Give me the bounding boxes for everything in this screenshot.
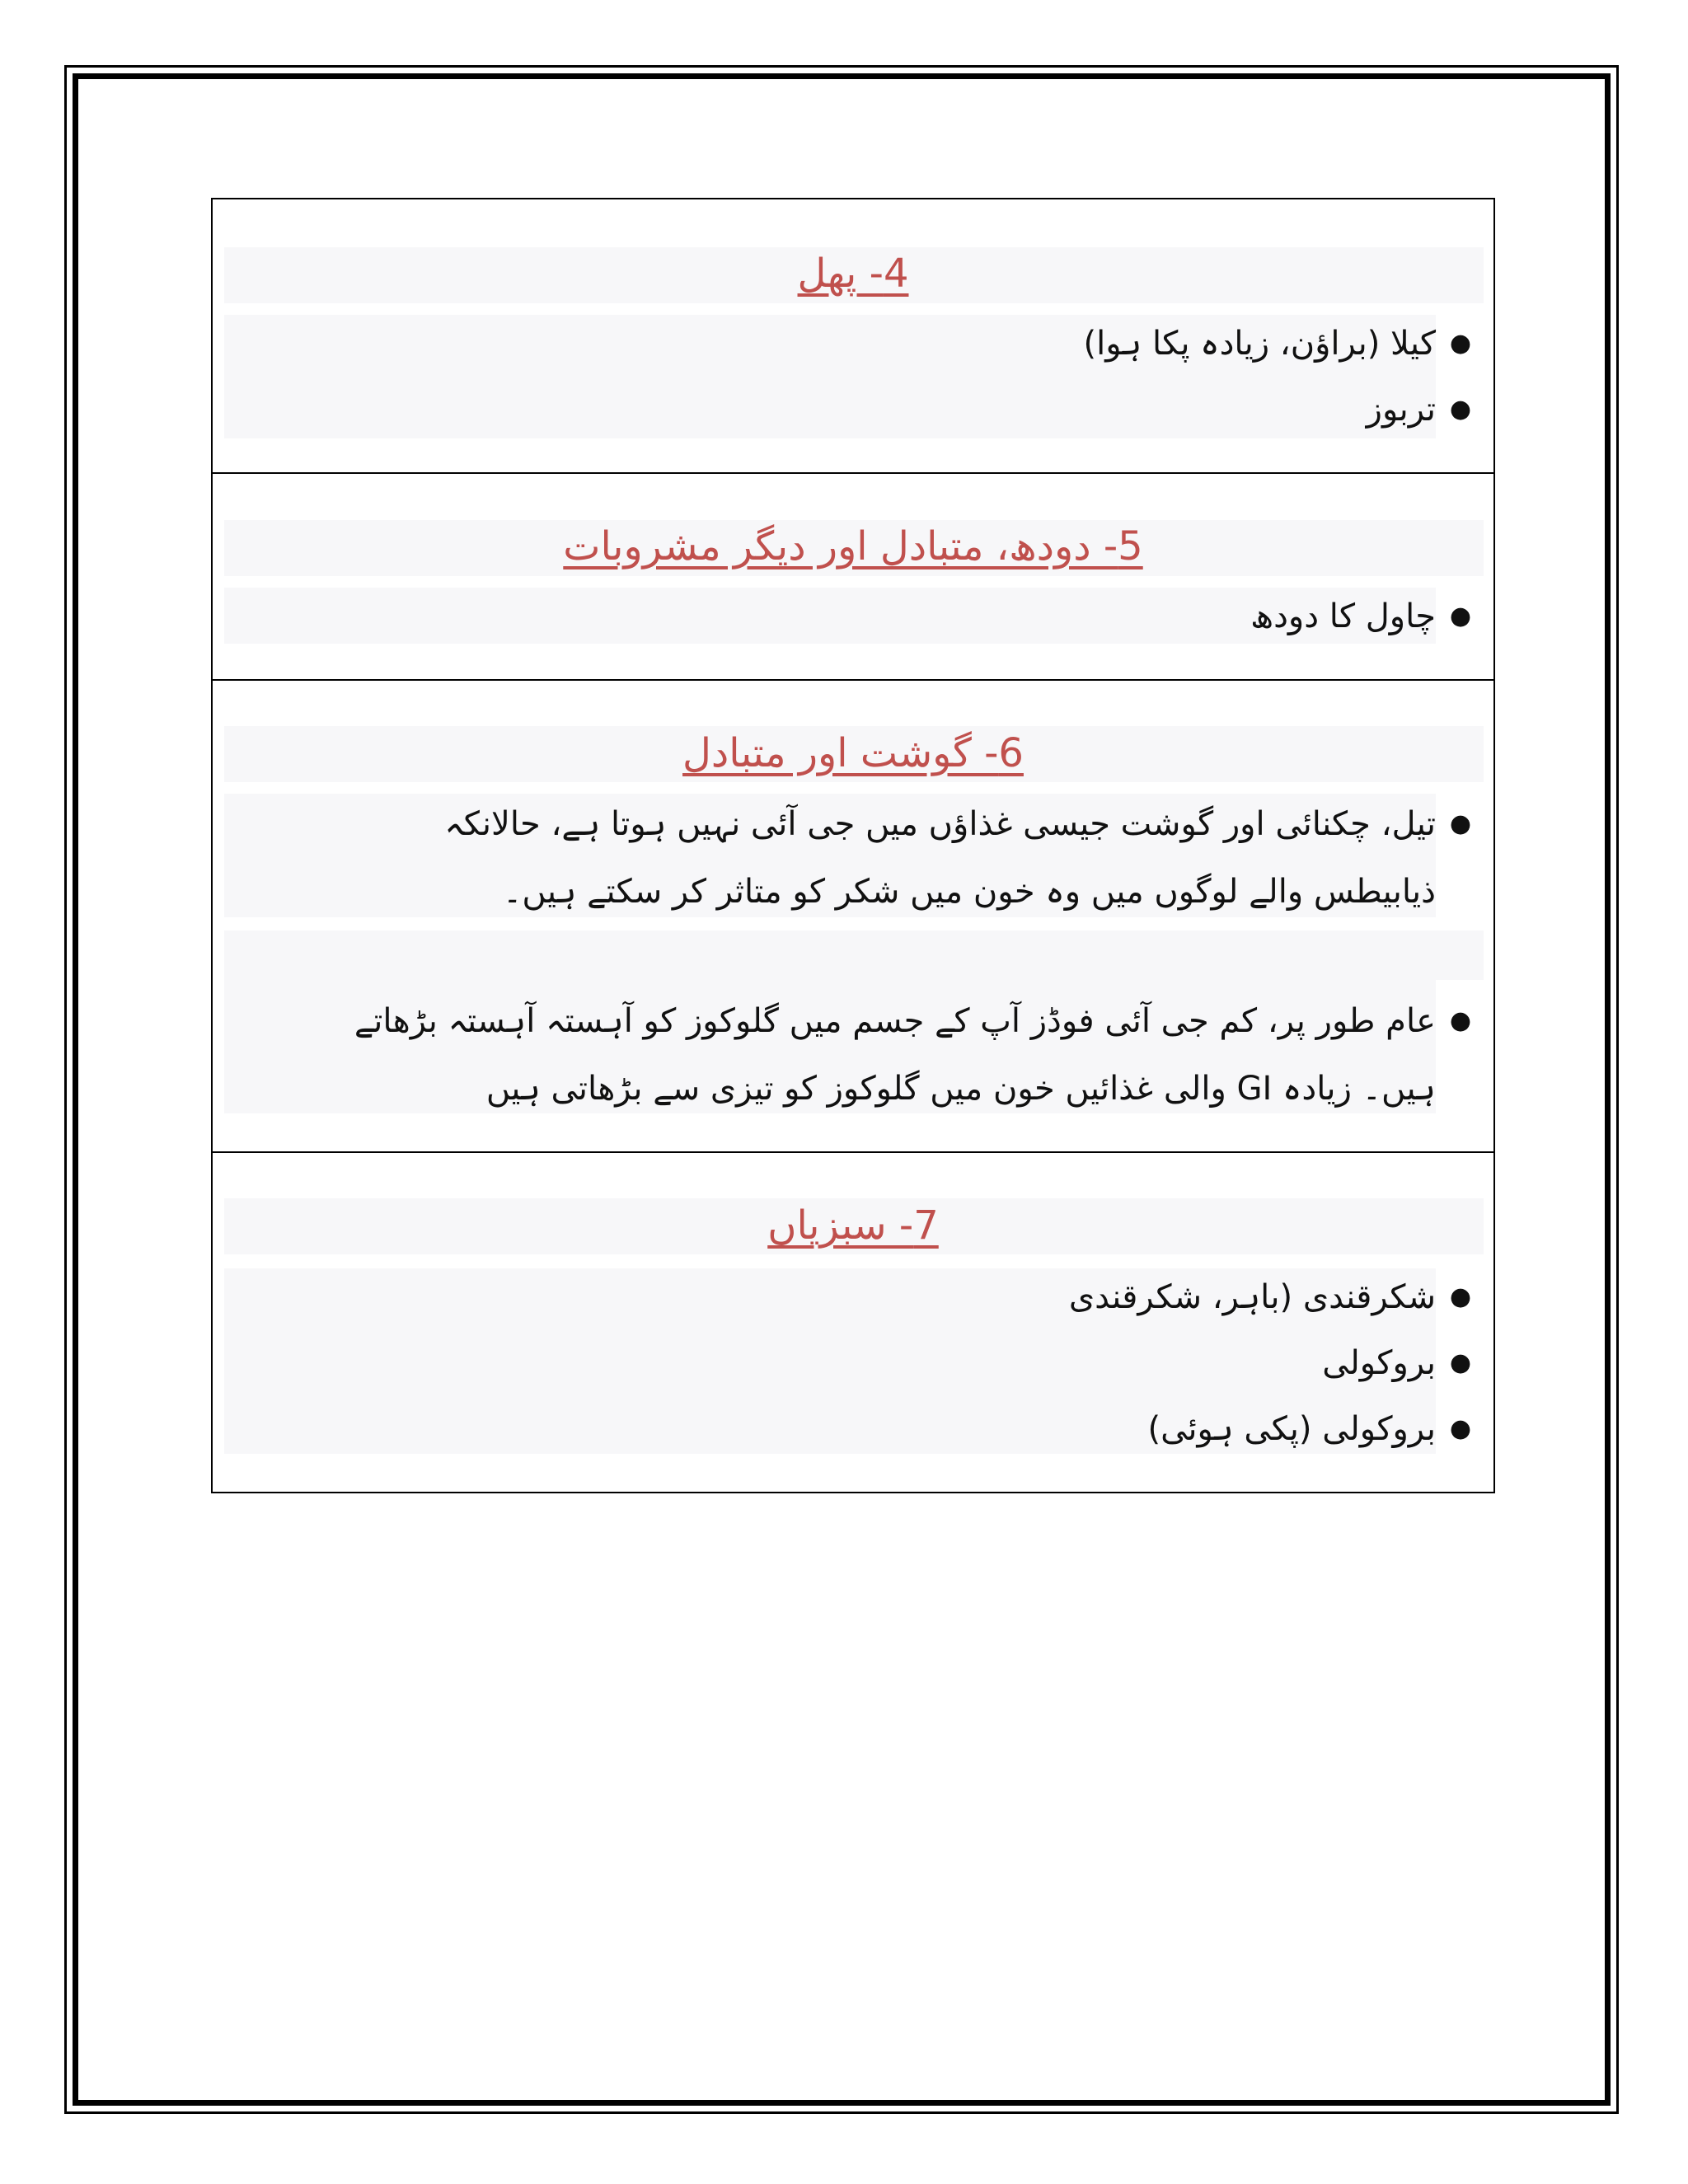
list-item	[298, 987, 1472, 1122]
section-heading: 6- گوشت اور متبادل	[682, 730, 1024, 776]
section-meat-alternatives	[213, 681, 1493, 1153]
item-text: شکرقندی (باہر، شکرقندی	[1068, 1278, 1436, 1316]
food-table	[211, 198, 1495, 1493]
list-item	[1322, 1330, 1472, 1396]
list-item	[1147, 1396, 1472, 1462]
item-text: چاول کا دودھ	[1250, 598, 1436, 635]
section-fruits	[213, 199, 1493, 474]
list-item	[1068, 1264, 1472, 1330]
bullet-icon: ●	[1449, 1348, 1472, 1377]
bullet-icon: ●	[1449, 329, 1472, 358]
item-text: کیلا (براؤن، زیادہ پکا ہوا)	[1083, 325, 1436, 363]
section-vegetables	[213, 1153, 1493, 1492]
section-heading: 4- پھل	[797, 251, 909, 297]
section-heading: 5- دودھ، متبادل اور دیگر مشروبات	[563, 523, 1143, 569]
bullet-icon: ●	[1449, 809, 1472, 838]
item-text: عام طور پر، کم جی آئی فوڈز آپ کے جسم میں گلوکوز کو آہستہ آہستہ بڑھاتے ہیں۔ زیادہ GI والی غذائیں خون میں گلوکوز کو تیزی سے بڑھاتی ہیں	[354, 1002, 1436, 1108]
bullet-icon: ●	[1449, 395, 1472, 424]
bullet-icon: ●	[1449, 1414, 1472, 1443]
section-milk-drinks	[213, 474, 1493, 681]
bullet-icon: ●	[1449, 1282, 1472, 1311]
list-item	[1250, 583, 1472, 649]
item-text: تیل، چکنائی اور گوشت جیسی غذاؤں میں جی آئی نہیں ہوتا ہے، حالانکہ ذیابیطس والے لوگوں میں وہ خون میں شکر کو متاثر کر سکتے ہیں۔	[444, 805, 1436, 911]
item-text: بروکولی (پکی ہوئی)	[1147, 1410, 1436, 1448]
spacer-band	[224, 930, 1484, 980]
item-text: تربوز	[1366, 391, 1436, 429]
bullet-icon: ●	[1449, 1006, 1472, 1035]
section-heading: 7- سبزیاں	[767, 1202, 939, 1249]
item-text: بروکولی	[1322, 1344, 1436, 1382]
bullet-icon: ●	[1449, 602, 1472, 630]
list-item	[1366, 377, 1472, 443]
list-item	[331, 790, 1472, 926]
list-item	[1083, 311, 1472, 377]
